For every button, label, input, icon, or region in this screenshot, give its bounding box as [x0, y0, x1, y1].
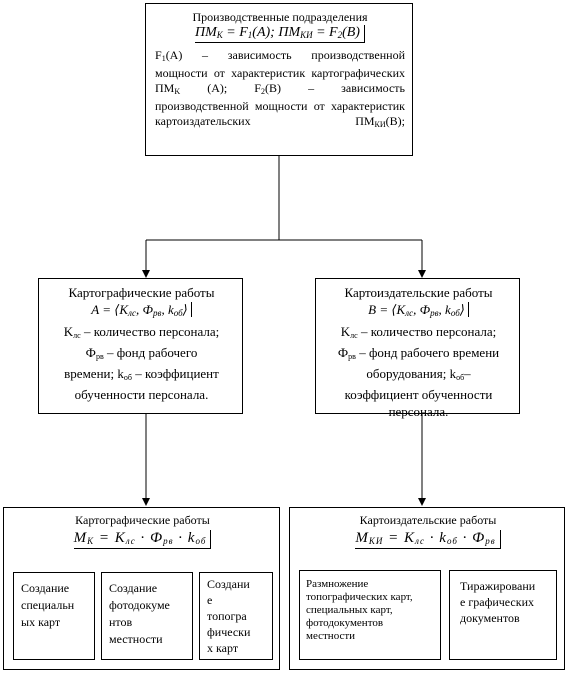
item-photo-documents: Создание фотодокуме нтов местности [101, 572, 193, 660]
bottom-left-formula: $M_К = K_{лс} \cdot Ф_{рв} \cdot k_{об}$ [4, 530, 281, 549]
bottom-left-title: Картографические работы [75, 513, 210, 527]
item-special-maps: Создание специальн ых карт [13, 572, 95, 660]
top-description: F1(A) – зависимость производственной мощности от характеристик картографических ПМK (A); F2(B) – зависимость производственной мощности от характеристик картоиздательских ПМКИ(B); [155, 48, 405, 129]
item-topographic-maps: Создани е топогра фически х карт [199, 572, 273, 660]
bottom-right-formula: $M_{КИ} = K_{лс} \cdot k_{об} \cdot Ф_{рв}$ [290, 530, 566, 549]
bottom-right-box [289, 507, 565, 670]
left-description: Kлс – количество персонала; Фрв – фонд рабочего времени; kоб – коэффициент обученности персонала. [63, 324, 220, 402]
right-formula: $B = ⟨K_{лс}$, $Ф_{рв}$, $k_{об}⟩$ [316, 302, 521, 318]
top-box [145, 3, 413, 156]
item-reproduction: Размножение топографических карт, специальных карт, фотодокументов местности [299, 570, 441, 660]
right-title: Картоиздательские работы [344, 285, 493, 300]
bottom-right-title: Картоиздательские работы [359, 513, 497, 527]
left-title: Картографические работы [68, 285, 215, 300]
right-box [315, 278, 520, 419]
top-title: Производственные подразделения [192, 10, 368, 24]
item-replication: Тиражировани е графических документов [449, 570, 557, 660]
top-formula: $ПМ_К = F_1(A)$; $ПМ_{КИ} = F_2(B)$ [146, 25, 414, 43]
left-formula: $A = ⟨K_{лс}$, $Ф_{рв}$, $k_{об}⟩$ [39, 302, 244, 318]
left-box [38, 278, 243, 414]
bottom-left-box [3, 507, 280, 670]
right-description: Kлс – количество персонала; Фрв – фонд рабочего времени оборудования; kоб– коэффициент обученности персонала. [337, 324, 500, 419]
